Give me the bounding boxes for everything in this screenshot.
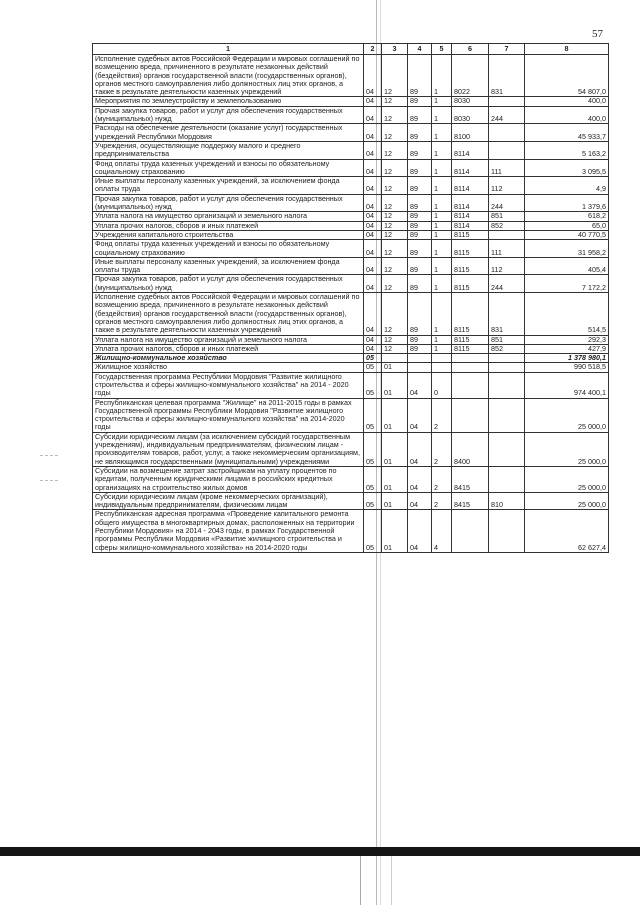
subprogram-code: 1: [432, 97, 452, 106]
row-name: Учреждения капитального строительства: [93, 230, 364, 239]
table-row: [93, 275, 609, 293]
table-row: [93, 212, 609, 221]
expense-type-code: [489, 354, 525, 363]
table-row: [93, 363, 609, 372]
target-article-code: [452, 398, 489, 432]
expense-type-code: 852: [489, 221, 525, 230]
table-row: [93, 240, 609, 258]
row-name: Уплата прочих налогов, сборов и иных платежей: [93, 221, 364, 230]
amount-cell: 40 770,5: [525, 230, 609, 239]
scan-fold-line: [360, 856, 392, 905]
row-name: Жилищное хозяйство: [93, 363, 364, 372]
expense-type-code: [489, 124, 525, 142]
section-code: 04: [364, 344, 382, 353]
target-article-code: 8030: [452, 106, 489, 124]
section-code: 05: [364, 492, 382, 510]
column-header: 3: [382, 44, 408, 55]
subprogram-code: 1: [432, 55, 452, 97]
target-article-code: 8115: [452, 335, 489, 344]
row-name: Фонд оплаты труда казенных учреждений и взносы по обязательному социальному страхованию: [93, 159, 364, 177]
expense-type-code: 244: [489, 106, 525, 124]
row-name: Субсидии юридическим лицам (кроме некоммерческих организаций), индивидуальным предпринимателям, физическим лицам: [93, 492, 364, 510]
expense-type-code: 831: [489, 293, 525, 335]
program-code: 89: [408, 212, 432, 221]
target-article-code: 8415: [452, 492, 489, 510]
amount-cell: 974 400,1: [525, 372, 609, 398]
subsection-code: 12: [382, 97, 408, 106]
expense-type-code: [489, 510, 525, 552]
amount-cell: 25 000,0: [525, 466, 609, 492]
subsection-code: 12: [382, 344, 408, 353]
target-article-code: [452, 354, 489, 363]
column-header: 8: [525, 44, 609, 55]
table-row: [93, 194, 609, 212]
section-code: 04: [364, 124, 382, 142]
expense-type-code: [489, 141, 525, 159]
table-row: [93, 510, 609, 552]
target-article-code: 8115: [452, 230, 489, 239]
section-code: 04: [364, 275, 382, 293]
section-code: 04: [364, 159, 382, 177]
expense-type-code: [489, 230, 525, 239]
row-name: Государственная программа Республики Мордовия "Развитие жилищного строительства и сферы жилищно-коммунального хозяйства" на 2014 - 2020 годы: [93, 372, 364, 398]
amount-cell: 65,0: [525, 221, 609, 230]
scan-edge-bar: [0, 847, 640, 856]
subprogram-code: 1: [432, 335, 452, 344]
subprogram-code: 1: [432, 221, 452, 230]
subsection-code: 12: [382, 194, 408, 212]
amount-cell: 4,9: [525, 177, 609, 195]
expense-type-code: 111: [489, 240, 525, 258]
expense-type-code: [489, 363, 525, 372]
target-article-code: 8114: [452, 141, 489, 159]
amount-cell: 25 000,0: [525, 432, 609, 466]
program-code: 89: [408, 293, 432, 335]
program-code: 04: [408, 466, 432, 492]
subprogram-code: 1: [432, 257, 452, 275]
program-code: 04: [408, 432, 432, 466]
subprogram-code: 1: [432, 344, 452, 353]
subprogram-code: 1: [432, 194, 452, 212]
program-code: 89: [408, 97, 432, 106]
target-article-code: 8022: [452, 55, 489, 97]
target-article-code: 8114: [452, 194, 489, 212]
program-code: [408, 363, 432, 372]
program-code: 89: [408, 55, 432, 97]
row-name: Расходы на обеспечение деятельности (оказание услуг) государственных учреждений Республики Мордовия: [93, 124, 364, 142]
section-code: 04: [364, 335, 382, 344]
amount-cell: 31 958,2: [525, 240, 609, 258]
program-code: 89: [408, 177, 432, 195]
column-header: 4: [408, 44, 432, 55]
amount-cell: 45 933,7: [525, 124, 609, 142]
amount-cell: 292,3: [525, 335, 609, 344]
subsection-code: 01: [382, 466, 408, 492]
program-code: 89: [408, 275, 432, 293]
subsection-code: 12: [382, 106, 408, 124]
target-article-code: 8115: [452, 240, 489, 258]
amount-cell: 618,2: [525, 212, 609, 221]
subprogram-code: 1: [432, 230, 452, 239]
subprogram-code: 2: [432, 398, 452, 432]
amount-cell: 25 000,0: [525, 492, 609, 510]
program-code: 89: [408, 257, 432, 275]
target-article-code: 8415: [452, 466, 489, 492]
row-name: Учреждения, осуществляющие поддержку малого и среднего предпринимательства: [93, 141, 364, 159]
subsection-code: 12: [382, 230, 408, 239]
subprogram-code: 4: [432, 510, 452, 552]
amount-cell: 62 627,4: [525, 510, 609, 552]
expense-type-code: 851: [489, 335, 525, 344]
row-name: Уплата прочих налогов, сборов и иных платежей: [93, 344, 364, 353]
program-code: 89: [408, 335, 432, 344]
subprogram-code: 1: [432, 141, 452, 159]
table-header-row: [93, 44, 609, 55]
subprogram-code: [432, 363, 452, 372]
amount-cell: 5 163,2: [525, 141, 609, 159]
target-article-code: 8100: [452, 124, 489, 142]
expense-type-code: [489, 372, 525, 398]
amount-cell: 405,4: [525, 257, 609, 275]
subsection-code: 12: [382, 240, 408, 258]
column-header: 2: [364, 44, 382, 55]
table-row: [93, 141, 609, 159]
program-code: 04: [408, 510, 432, 552]
subprogram-code: 1: [432, 212, 452, 221]
target-article-code: 8114: [452, 177, 489, 195]
target-article-code: 8114: [452, 212, 489, 221]
row-name: Прочая закупка товаров, работ и услуг для обеспечения государственных (муниципальных) нужд: [93, 106, 364, 124]
subsection-code: [382, 354, 408, 363]
target-article-code: 8114: [452, 221, 489, 230]
table-row: [93, 335, 609, 344]
row-name: Иные выплаты персоналу казенных учреждений, за исключением фонда оплаты труда: [93, 257, 364, 275]
row-name: Уплата налога на имущество организаций и земельного налога: [93, 335, 364, 344]
subprogram-code: 2: [432, 432, 452, 466]
subsection-code: 12: [382, 177, 408, 195]
subsection-code: 01: [382, 398, 408, 432]
program-code: 04: [408, 372, 432, 398]
subprogram-code: 1: [432, 124, 452, 142]
target-article-code: 8115: [452, 257, 489, 275]
amount-cell: 514,5: [525, 293, 609, 335]
amount-cell: 990 518,5: [525, 363, 609, 372]
amount-cell: 1 378 980,1: [525, 354, 609, 363]
expense-type-code: [489, 398, 525, 432]
program-code: [408, 354, 432, 363]
expense-type-code: 111: [489, 159, 525, 177]
subsection-code: 12: [382, 275, 408, 293]
table-body: [93, 55, 609, 553]
table-row: [93, 124, 609, 142]
target-article-code: 8030: [452, 97, 489, 106]
subsection-code: 12: [382, 257, 408, 275]
subsection-code: 12: [382, 141, 408, 159]
expense-type-code: 831: [489, 55, 525, 97]
program-code: 04: [408, 398, 432, 432]
subsection-code: 12: [382, 335, 408, 344]
subsection-code: 12: [382, 124, 408, 142]
column-header: 5: [432, 44, 452, 55]
subsection-code: 12: [382, 221, 408, 230]
table-row: [93, 221, 609, 230]
section-code: 05: [364, 372, 382, 398]
target-article-code: 8400: [452, 432, 489, 466]
amount-cell: 400,0: [525, 97, 609, 106]
row-name: Мероприятия по землеустройству и землепользованию: [93, 97, 364, 106]
target-article-code: [452, 510, 489, 552]
table-row: [93, 97, 609, 106]
column-header: 6: [452, 44, 489, 55]
table-row: [93, 159, 609, 177]
subprogram-code: 1: [432, 293, 452, 335]
subprogram-code: 1: [432, 275, 452, 293]
table-row: [93, 55, 609, 97]
amount-cell: 54 807,0: [525, 55, 609, 97]
expense-type-code: 112: [489, 177, 525, 195]
section-code: 04: [364, 293, 382, 335]
program-code: 89: [408, 240, 432, 258]
table-row: [93, 293, 609, 335]
section-code: 04: [364, 55, 382, 97]
expense-type-code: [489, 466, 525, 492]
section-code: 04: [364, 230, 382, 239]
section-code: 05: [364, 432, 382, 466]
expense-type-code: 244: [489, 275, 525, 293]
expense-type-code: 112: [489, 257, 525, 275]
subsection-code: 01: [382, 372, 408, 398]
program-code: 89: [408, 221, 432, 230]
section-code: 05: [364, 363, 382, 372]
section-code: 04: [364, 212, 382, 221]
amount-cell: 25 000,0: [525, 398, 609, 432]
table-row: [93, 177, 609, 195]
row-name: Иные выплаты персоналу казенных учреждений, за исключением фонда оплаты труда: [93, 177, 364, 195]
section-code: 04: [364, 194, 382, 212]
column-header: 1: [93, 44, 364, 55]
subsection-code: 01: [382, 432, 408, 466]
subprogram-code: 0: [432, 372, 452, 398]
table-row: [93, 257, 609, 275]
program-code: 89: [408, 344, 432, 353]
row-name: Прочая закупка товаров, работ и услуг для обеспечения государственных (муниципальных) нужд: [93, 275, 364, 293]
table-row: [93, 492, 609, 510]
subprogram-code: [432, 354, 452, 363]
expense-type-code: 852: [489, 344, 525, 353]
amount-cell: 3 095,5: [525, 159, 609, 177]
amount-cell: 7 172,2: [525, 275, 609, 293]
amount-cell: 1 379,6: [525, 194, 609, 212]
program-code: 89: [408, 194, 432, 212]
page-number: 57: [592, 28, 603, 40]
subsection-code: 01: [382, 492, 408, 510]
table-row: [93, 344, 609, 353]
table-row: [93, 354, 609, 363]
table-row: [93, 372, 609, 398]
program-code: 89: [408, 124, 432, 142]
expense-type-code: 244: [489, 194, 525, 212]
subprogram-code: 1: [432, 159, 452, 177]
subprogram-code: 2: [432, 466, 452, 492]
section-code: 04: [364, 106, 382, 124]
section-code: 04: [364, 257, 382, 275]
punch-hole-mark: [40, 455, 58, 456]
section-code: 04: [364, 240, 382, 258]
section-code: 05: [364, 466, 382, 492]
section-code: 04: [364, 141, 382, 159]
section-code: 05: [364, 398, 382, 432]
row-name: Фонд оплаты труда казенных учреждений и взносы по обязательному социальному страхованию: [93, 240, 364, 258]
table-row: [93, 398, 609, 432]
table-row: [93, 230, 609, 239]
expense-type-code: [489, 97, 525, 106]
expense-type-code: [489, 432, 525, 466]
column-header: 7: [489, 44, 525, 55]
row-name: Исполнение судебных актов Российской Федерации и мировых соглашений по возмещению вреда, причиненного в результате незаконных действий (бездействия) органов государственной власти (государственных органов), органов местного самоуправления либо должностных лиц этих органов, а также в результате деятельности казенных учреждений: [93, 293, 364, 335]
target-article-code: [452, 372, 489, 398]
section-code: 04: [364, 177, 382, 195]
budget-table: [92, 43, 609, 553]
row-name: Уплата налога на имущество организаций и земельного налога: [93, 212, 364, 221]
punch-hole-mark: [40, 480, 58, 481]
section-code: 05: [364, 354, 382, 363]
subsection-code: 01: [382, 510, 408, 552]
program-code: 04: [408, 492, 432, 510]
expense-type-code: 810: [489, 492, 525, 510]
program-code: 89: [408, 141, 432, 159]
table-row: [93, 466, 609, 492]
subprogram-code: 2: [432, 492, 452, 510]
row-name: Субсидии юридическим лицам (за исключением субсидий государственным учреждениям), индивидуальным предпринимателям, физическим лицам - производителям товаров, работ, услуг, а также некоммерческим организациям, не являющимся государственными (муниципальными) учреждениями: [93, 432, 364, 466]
row-name: Жилищно-коммунальное хозяйство: [93, 354, 364, 363]
target-article-code: 8115: [452, 344, 489, 353]
row-name: Субсидии на возмещение затрат застройщикам на уплату процентов по кредитам, полученным юридическими лицами в российских кредитных организациях на строительство жилых домов: [93, 466, 364, 492]
amount-cell: 427,9: [525, 344, 609, 353]
subprogram-code: 1: [432, 106, 452, 124]
amount-cell: 400,0: [525, 106, 609, 124]
subprogram-code: 1: [432, 177, 452, 195]
target-article-code: 8114: [452, 159, 489, 177]
target-article-code: 8115: [452, 275, 489, 293]
section-code: 04: [364, 97, 382, 106]
row-name: Республиканская целевая программа "Жилище" на 2011-2015 годы в рамках Государственной программы Республики Мордовия "Развитие жилищного строительства и сферы жилищно-коммунального хозяйства" на 2014-2020 годы: [93, 398, 364, 432]
row-name: Прочая закупка товаров, работ и услуг для обеспечения государственных (муниципальных) нужд: [93, 194, 364, 212]
row-name: Исполнение судебных актов Российской Федерации и мировых соглашений по возмещению вреда, причиненного в результате незаконных действий (бездействия) органов государственной власти (государственных органов), органов местного самоуправления либо должностных лиц этих органов, а также в результате деятельности казенных учреждений: [93, 55, 364, 97]
subsection-code: 12: [382, 293, 408, 335]
program-code: 89: [408, 230, 432, 239]
section-code: 04: [364, 221, 382, 230]
subsection-code: 12: [382, 159, 408, 177]
expense-type-code: 851: [489, 212, 525, 221]
subsection-code: 12: [382, 212, 408, 221]
program-code: 89: [408, 159, 432, 177]
table-row: [93, 432, 609, 466]
table-row: [93, 106, 609, 124]
row-name: Республиканская адресная программа «Проведение капитального ремонта общего имущества в многоквартирных домах, расположенных на территории Республики Мордовия» на 2014 - 2043 годы, в рамках Государственной программы Республики Мордовия «Развитие жилищного строительства и сферы жилищно-коммунального хозяйства» на 2014-2020 годы: [93, 510, 364, 552]
program-code: 89: [408, 106, 432, 124]
target-article-code: [452, 363, 489, 372]
target-article-code: 8115: [452, 293, 489, 335]
section-code: 05: [364, 510, 382, 552]
subsection-code: 01: [382, 363, 408, 372]
subprogram-code: 1: [432, 240, 452, 258]
subsection-code: 12: [382, 55, 408, 97]
